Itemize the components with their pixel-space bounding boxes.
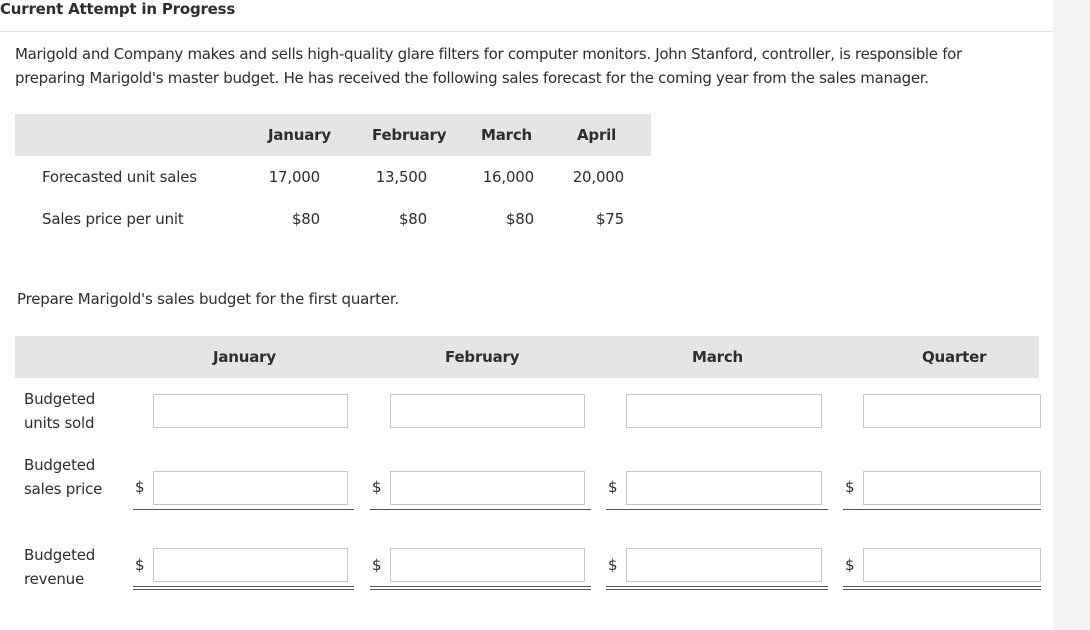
units-sold-quarter-input[interactable] bbox=[863, 394, 1041, 428]
dollar-sign: $ bbox=[845, 478, 855, 496]
dollar-sign: $ bbox=[845, 556, 855, 574]
budget-col-february: February bbox=[445, 348, 520, 366]
sales-price-january-input[interactable] bbox=[153, 471, 348, 505]
double-underline bbox=[606, 586, 828, 590]
dollar-sign: $ bbox=[135, 478, 145, 496]
budget-row-label-units: Budgeted units sold bbox=[24, 390, 96, 432]
units-sold-march-input[interactable] bbox=[626, 394, 822, 428]
sales-price-february-input[interactable] bbox=[390, 471, 585, 505]
revenue-february-input[interactable] bbox=[390, 548, 585, 582]
units-sold-february-input[interactable] bbox=[390, 394, 585, 428]
underline bbox=[843, 509, 1041, 510]
forecast-col-january: January bbox=[268, 126, 331, 144]
forecast-col-april: April bbox=[577, 126, 617, 144]
header-divider bbox=[0, 31, 1053, 32]
forecast-value: 16,000 bbox=[482, 168, 534, 186]
attempt-header: Current Attempt in Progress bbox=[0, 0, 236, 18]
dollar-sign: $ bbox=[608, 478, 618, 496]
underline bbox=[370, 509, 591, 510]
question-prompt: Prepare Marigold's sales budget for the first quarter. bbox=[17, 290, 400, 308]
forecast-value: 13,500 bbox=[375, 168, 427, 186]
revenue-march-input[interactable] bbox=[626, 548, 822, 582]
forecast-value: $75 bbox=[595, 210, 624, 228]
forecast-value: 20,000 bbox=[572, 168, 624, 186]
problem-intro: Marigold and Company makes and sells high-quality glare filters for computer monitors. John Stanford, controller, is responsible for preparing Marigold's master budget. He has received the following sales forecast for the coming year from the sales manager. bbox=[15, 45, 962, 87]
dollar-sign: $ bbox=[135, 556, 145, 574]
dollar-sign: $ bbox=[372, 556, 382, 574]
budget-row-label-price: Budgeted sales price bbox=[24, 456, 103, 498]
double-underline bbox=[370, 586, 591, 590]
revenue-quarter-input[interactable] bbox=[863, 548, 1041, 582]
revenue-january-input[interactable] bbox=[153, 548, 348, 582]
forecast-col-march: March bbox=[481, 126, 533, 144]
forecast-col-february: February bbox=[372, 126, 447, 144]
budget-row-label-revenue: Budgeted revenue bbox=[24, 546, 96, 588]
budget-col-march: March bbox=[692, 348, 744, 366]
units-sold-january-input[interactable] bbox=[153, 394, 348, 428]
dollar-sign: $ bbox=[372, 478, 382, 496]
underline bbox=[606, 509, 828, 510]
sales-price-march-input[interactable] bbox=[626, 471, 822, 505]
dollar-sign: $ bbox=[608, 556, 618, 574]
forecast-value: $80 bbox=[291, 210, 320, 228]
forecast-row-label-price: Sales price per unit bbox=[42, 210, 184, 228]
forecast-table-header bbox=[15, 114, 651, 156]
forecast-value: $80 bbox=[398, 210, 427, 228]
forecast-value: 17,000 bbox=[268, 168, 320, 186]
forecast-row-label-units: Forecasted unit sales bbox=[42, 168, 197, 186]
sales-price-quarter-input[interactable] bbox=[863, 471, 1041, 505]
budget-table-header bbox=[15, 336, 1039, 378]
forecast-value: $80 bbox=[505, 210, 534, 228]
budget-col-january: January bbox=[213, 348, 276, 366]
underline bbox=[133, 509, 354, 510]
double-underline bbox=[843, 586, 1041, 590]
budget-col-quarter: Quarter bbox=[922, 348, 987, 366]
double-underline bbox=[133, 586, 354, 590]
